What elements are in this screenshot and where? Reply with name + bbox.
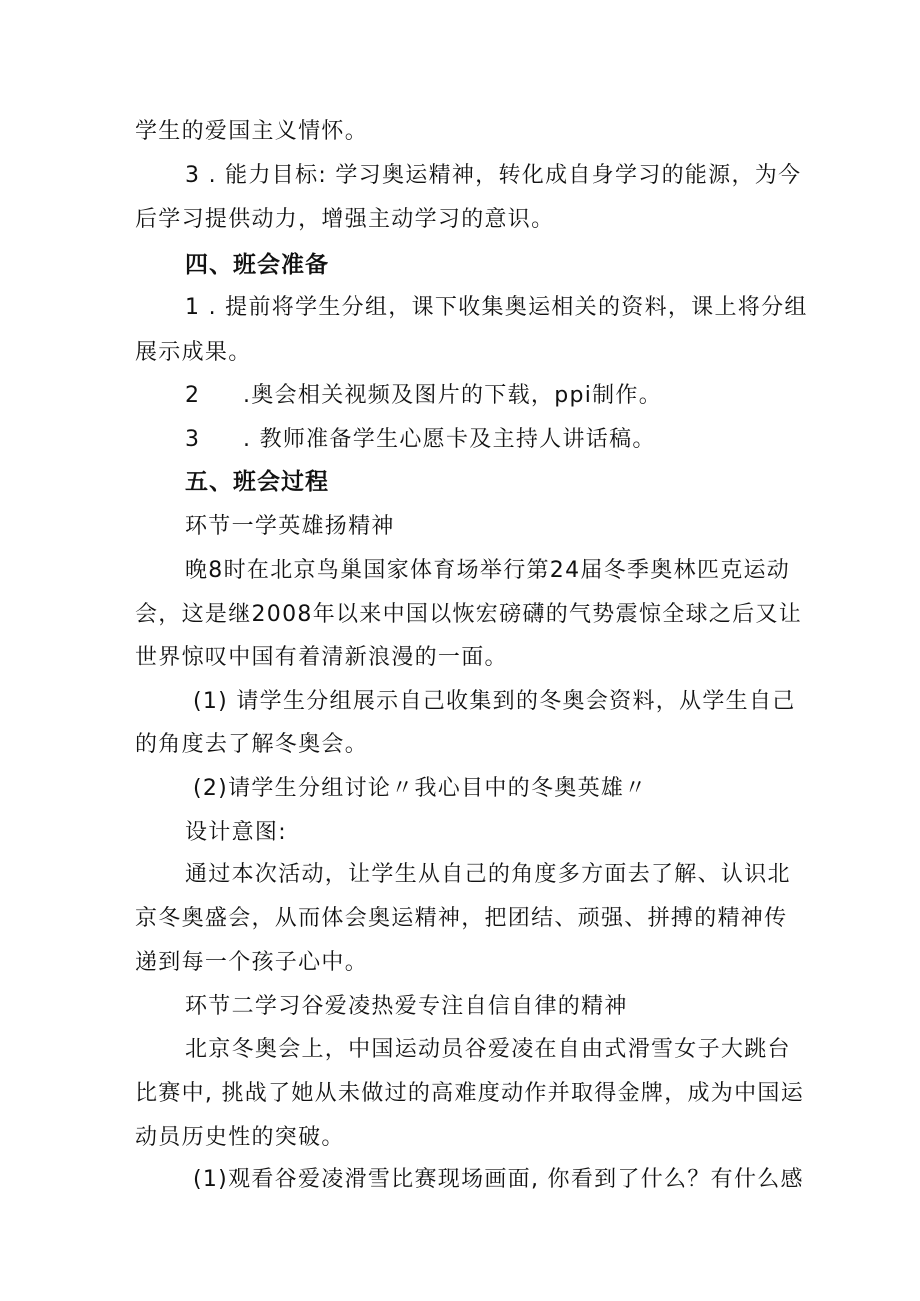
item-text: . 教师准备学生心愿卡及主持人讲话稿。: [243, 427, 656, 452]
segment-2-title: 环节二学习谷爱凌热爱专注自信自律的精神: [185, 994, 628, 1019]
paragraph-line: 动员历史性的突破。: [135, 1125, 345, 1150]
activity-item-2: (2)请学生分组讨论〃我心目中的冬奥英雄〃: [193, 776, 648, 801]
paragraph-line: 北京冬奥会上，中国运动员谷爱凌在自由式滑雪女子大跳台: [185, 1037, 791, 1062]
paragraph-line: 京冬奥盛会，从而体会奥运精神，把团结、顽强、拼搏的精神传: [135, 906, 788, 931]
paragraph-line: 学生的爱国主义情怀。: [135, 119, 369, 144]
item-number: 2: [185, 383, 201, 408]
paragraph-line: 比赛中, 挑战了她从未做过的高难度动作并取得金牌，成为中国运: [135, 1081, 804, 1106]
paragraph-line: 展示成果。: [135, 340, 252, 365]
prep-item-1: 1 . 提前将学生分组，课下收集奥运相关的资料，课上将分组: [185, 295, 808, 320]
section-heading-process: 五、班会过程: [185, 469, 329, 495]
paragraph-line: 后学习提供动力，增强主动学习的意识。: [135, 207, 555, 232]
prep-item-2: [185, 381, 662, 411]
paragraph-line: 递到每一个孩子心中。: [135, 950, 369, 975]
segment-1-title: 环节一学英雄扬精神: [185, 514, 395, 539]
paragraph-line: 会，这是继2008年以来中国以恢宏磅礴的气势震惊全球之后又让: [135, 602, 802, 627]
design-intent-label: 设计意图:: [185, 820, 287, 845]
paragraph-line: 通过本次活动，让学生从自己的角度多方面去了解、认识北: [185, 862, 791, 887]
paragraph-line: 世界惊叹中国有着清新浪漫的一面。: [135, 645, 508, 670]
section-heading-preparation: 四、班会准备: [185, 252, 329, 278]
item-text: .奥会相关视频及图片的下载，ppi制作。: [243, 383, 663, 408]
paragraph-line: 晚8时在北京鸟巢国家体育场举行第24届冬季奥林匹克运动: [185, 558, 791, 583]
ability-goal-line: 3 . 能力目标: 学习奥运精神，转化成自身学习的能源，为今: [185, 163, 802, 188]
activity-item-1: (1) 请学生分组展示自己收集到的冬奥会资料，从学生自己: [193, 689, 796, 714]
prep-item-3: [185, 425, 656, 455]
paragraph-line: 的角度去了解冬奥会。: [135, 732, 369, 757]
item-number: 3: [185, 427, 201, 452]
activity-item-1: (1)观看谷爱凌滑雪比赛现场画面, 你看到了什么？有什么感: [193, 1167, 804, 1192]
